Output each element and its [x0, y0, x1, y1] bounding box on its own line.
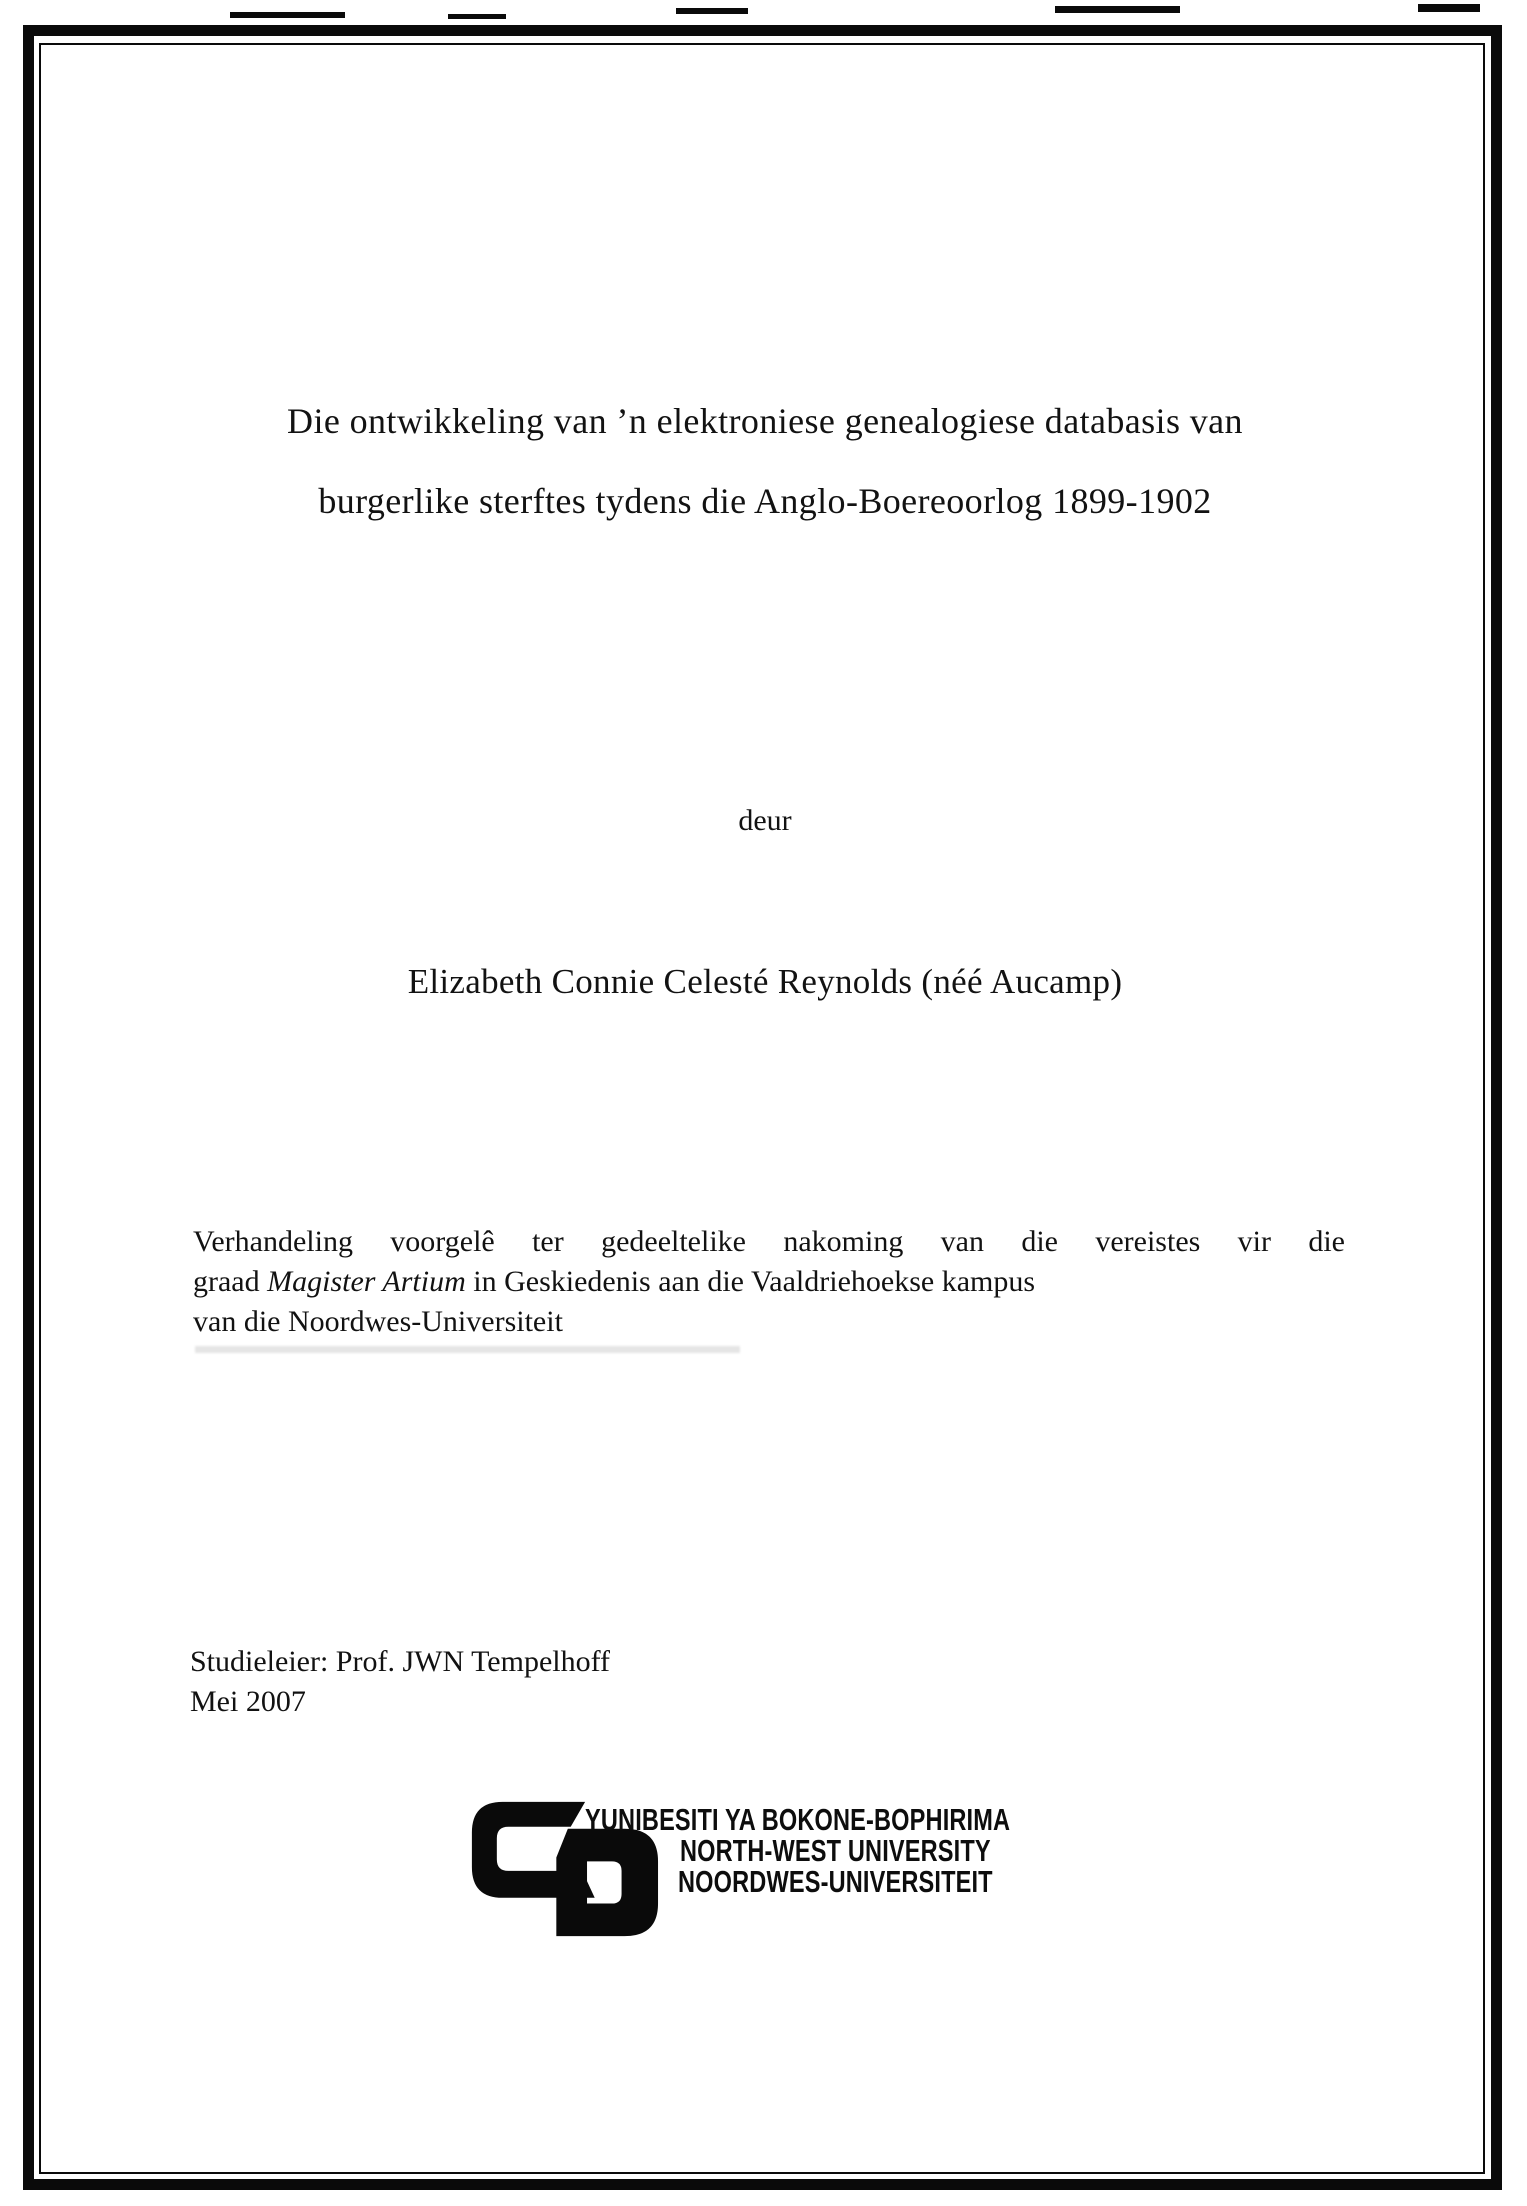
scan-artifact	[1055, 6, 1180, 13]
logo-name-setswana: YUNIBESITI YA BOKONE-BOPHIRIMA	[585, 1802, 1011, 1837]
thesis-title	[190, 381, 1340, 541]
degree-statement-line3: van die Noordwes-Universiteit	[193, 1305, 563, 1338]
supervisor-block	[190, 1642, 1090, 1722]
thesis-title-line1: Die ontwikkeling van ’n elektroniese genealogiese databasis van	[287, 401, 1243, 441]
logo-name-afrikaans: NOORDWES-UNIVERSITEIT	[678, 1864, 993, 1899]
thesis-title-line2: burgerlike sterftes tydens die Anglo-Boereoorlog 1899-1902	[318, 481, 1212, 521]
scan-artifact	[448, 14, 506, 19]
byline-word: deur	[738, 804, 792, 837]
logo-name-english: NORTH-WEST UNIVERSITY	[680, 1833, 991, 1868]
degree-statement	[193, 1222, 1345, 1342]
degree-statement-line1: Verhandeling voorgelê ter gedeeltelike nakoming van die vereistes vir die	[193, 1225, 1345, 1258]
date-line: Mei 2007	[190, 1685, 306, 1718]
scan-artifact	[1418, 4, 1480, 12]
author-name: Elizabeth Connie Celesté Reynolds (néé Aucamp)	[407, 962, 1123, 1001]
scan-artifact	[676, 8, 748, 14]
degree-statement-line2	[193, 1262, 1345, 1302]
scan-artifact	[230, 12, 345, 18]
degree-statement-line2-prefix: graad	[193, 1265, 268, 1298]
supervisor-line: Studieleier: Prof. JWN Tempelhoff	[190, 1645, 611, 1678]
degree-name-italic: Magister Artium	[267, 1265, 466, 1298]
degree-statement-line2-suffix: in Geskiedenis aan die Vaaldriehoekse kampus	[465, 1265, 1036, 1298]
